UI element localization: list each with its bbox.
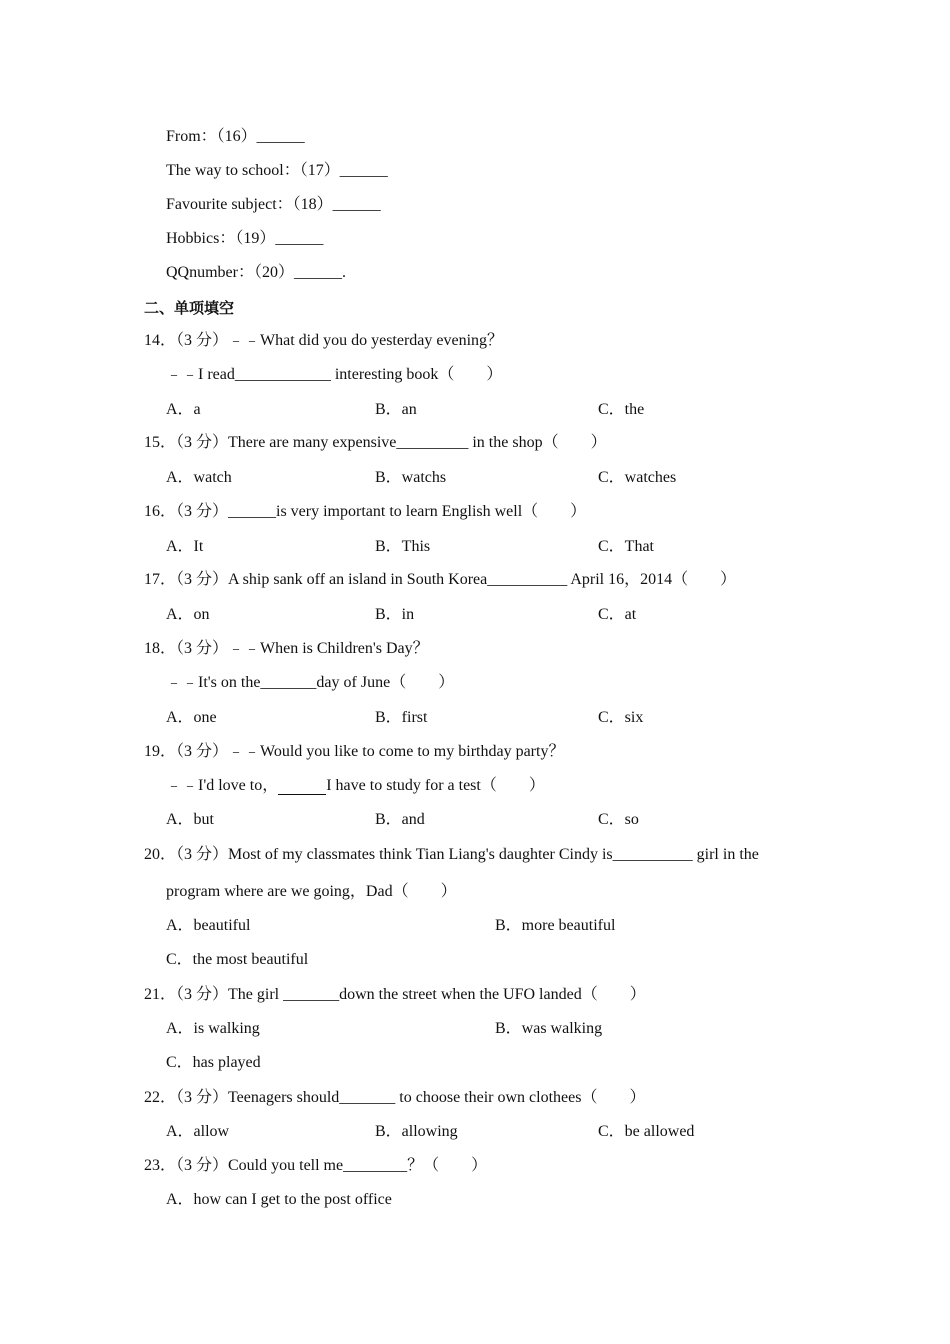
question-stem-line2 — [166, 776, 545, 796]
option-b: B．allowing — [375, 1123, 458, 1140]
option-c: C．That — [598, 538, 654, 555]
option-b: B．more beautiful — [495, 917, 616, 934]
option-b: B．This — [375, 538, 431, 555]
stem-part-b: I have to study for a test（ ） — [326, 777, 545, 794]
option-a: A．It — [166, 538, 204, 555]
question-stem-line2: ﹣﹣It's on the_______day of June（ ） — [166, 674, 455, 691]
answer-blank — [278, 777, 326, 795]
question-stem: 23．（3 分）Could you tell me________？（ ） — [144, 1157, 488, 1174]
option-a: A．but — [166, 811, 215, 828]
question-stem: 17．（3 分）A ship sank off an island in South Korea__________ April 16，2014（ ） — [144, 571, 737, 588]
info-hobbies: Hobbics：（19）______ — [166, 230, 324, 247]
option-c: C．six — [598, 709, 644, 726]
option-b: B．and — [375, 811, 425, 828]
question-stem: 15．（3 分）There are many expensive_________ in the shop（ ） — [144, 434, 607, 451]
option-c: C．be allowed — [598, 1123, 695, 1140]
option-a: A．one — [166, 709, 217, 726]
option-c: C．the — [598, 401, 645, 418]
option-c: C．at — [598, 606, 637, 623]
option-a: A．how can I get to the post office — [166, 1191, 392, 1208]
section-title: 二、单项填空 — [144, 299, 235, 317]
info-way-to-school: The way to school：（17）______ — [166, 162, 388, 179]
option-a: A．is walking — [166, 1020, 260, 1037]
option-a: A．a — [166, 401, 201, 418]
question-stem: 20．（3 分）Most of my classmates think Tian Liang's daughter Cindy is__________ girl in the — [144, 846, 759, 863]
question-stem-line2: ﹣﹣I read____________ interesting book（ ） — [166, 366, 503, 383]
option-a: A．allow — [166, 1123, 230, 1140]
option-c: C．watches — [598, 469, 677, 486]
option-b: B．first — [375, 709, 428, 726]
question-stem: 19．（3 分）﹣﹣Would you like to come to my birthday party？ — [144, 743, 565, 760]
option-b: B．an — [375, 401, 417, 418]
info-qqnumber: QQnumber：（20）______. — [166, 264, 346, 281]
question-stem: 18．（3 分）﹣﹣When is Children's Day？ — [144, 640, 429, 657]
question-stem-line2: program where are we going，Dad（ ） — [166, 883, 457, 900]
option-a: A．watch — [166, 469, 232, 486]
option-b: B．watchs — [375, 469, 447, 486]
question-stem: 21．（3 分）The girl _______down the street when the UFO landed（ ） — [144, 986, 646, 1003]
option-c: C．has played — [166, 1054, 261, 1071]
info-from: From：（16）______ — [166, 128, 305, 145]
option-b: B．was walking — [495, 1020, 603, 1037]
option-b: B．in — [375, 606, 415, 623]
option-c: C．so — [598, 811, 639, 828]
question-stem: 22．（3 分）Teenagers should_______ to choose their own clothees（ ） — [144, 1089, 646, 1106]
stem-part-a: ﹣﹣I'd love to， — [166, 777, 279, 794]
question-stem: 16．（3 分）______is very important to learn English well（ ） — [144, 503, 587, 520]
option-a: A．on — [166, 606, 210, 623]
info-favourite-subject: Favourite subject：（18）______ — [166, 196, 381, 213]
option-c: C．the most beautiful — [166, 951, 309, 968]
option-a: A．beautiful — [166, 917, 251, 934]
question-stem: 14．（3 分）﹣﹣What did you do yesterday evening？ — [144, 332, 504, 349]
